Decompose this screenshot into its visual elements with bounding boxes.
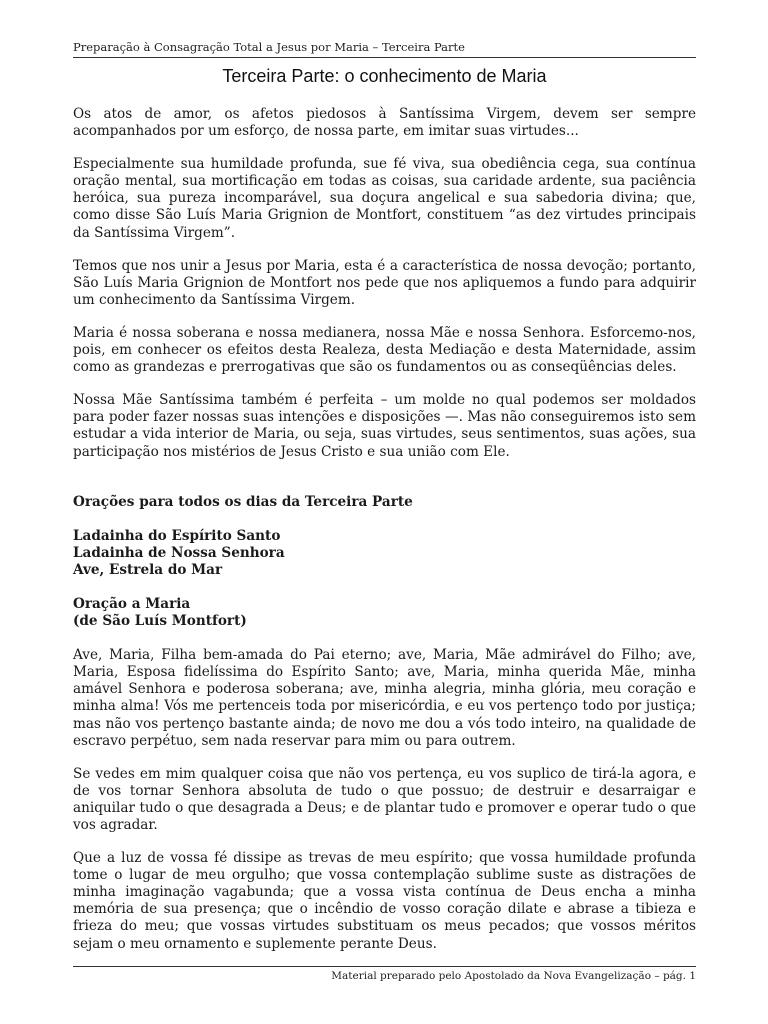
paragraph: Nossa Mãe Santíssima também é perfeita – um molde no qual podemos ser moldados para poder fazer nossas suas intenções e disposições —. Mas não conseguiremos isto sem estudar a vida interior de Maria, ou seja, suas virtudes, seus sentimentos, suas ações, sua participação nos mistérios de Jesus Cristo e sua união com Ele. <box>73 392 696 460</box>
paragraph: Os atos de amor, os afetos piedosos à Santíssima Virgem, devem ser sempre acompanhados por um esforço, de nossa parte, em imitar suas virtudes... <box>73 106 696 140</box>
document-body <box>73 106 696 969</box>
spacer <box>73 579 696 596</box>
prayer-title: Oração a Maria <box>73 595 191 612</box>
litany-item: Ladainha do Espírito Santo <box>73 527 281 544</box>
prayers-heading: Orações para todos os dias da Terceira Parte <box>73 493 413 510</box>
spacer <box>73 630 696 647</box>
page-title: Terceira Parte: o conhecimento de Maria <box>222 66 547 86</box>
paragraph: Maria é nossa soberana e nossa medianera, nossa Mãe e nossa Senhora. Esforcemo-nos, pois, em conhecer os efeitos desta Realeza, desta Mediação e desta Maternidade, assim como as grandezas e prerrogativas que são os fundamentos ou as conseqüências deles. <box>73 324 696 376</box>
spacer <box>73 477 696 494</box>
litany-item: Ave, Estrela do Mar <box>73 561 223 578</box>
page-footer: Material preparado pelo Apostolado da Nova Evangelização – pág. 1 <box>73 966 696 982</box>
paragraph: Temos que nos unir a Jesus por Maria, esta é a característica de nossa devoção; portanto, São Luís Maria Grignion de Montfort nos pede que nos apliquemos a fundo para adquirir um conhecimento da Santíssima Virgem. <box>73 257 696 308</box>
litany-item: Ladainha de Nossa Senhora <box>73 544 285 561</box>
spacer <box>73 511 696 528</box>
running-header: Preparação à Consagração Total a Jesus por Maria – Terceira Parte <box>73 40 696 58</box>
prayer-subtitle: (de São Luís Montfort) <box>73 613 247 630</box>
prayer-paragraph: Se vedes em mim qualquer coisa que não vos pertença, eu vos suplico de tirá-la agora, e de vos tornar Senhora absoluta de tudo o que possuo; de destruir e desarraigar e aniquilar tudo o que desagrada a Deus; e de plantar tudo e promover e operar tudo o que vos agradar. <box>73 765 696 833</box>
prayer-paragraph: Que a luz de vossa fé dissipe as trevas de meu espírito; que vossa humildade profunda tome o lugar de meu orgulho; que vossa contemplação sublime suste as distrações de minha imaginação vagabunda; que a vossa vista contínua de Deus encha a minha memória de sua presença; que o incêndio de vosso coração dilate e abrase a tibieza e frieza do meu; que vossas virtudes substituam os meus pecados; que vossos méritos sejam o meu ornamento e suplemente perante Deus. <box>73 850 696 952</box>
paragraph: Especialmente sua humildade profunda, sue fé viva, sua obediência cega, sua contínua oração mental, sua mortificação em todas as coisas, sua caridade ardente, sua paciência heróica, sua pureza incomparável, sua doçura angelical e sua sabedoria divina; que, como disse São Luís Maria Grignion de Montfort, constituem “as dez virtudes principais da Santíssima Virgem”. <box>73 156 696 241</box>
prayer-paragraph: Ave, Maria, Filha bem-amada do Pai eterno; ave, Maria, Mãe admirável do Filho; ave, Maria, Esposa fidelíssima do Espírito Santo; ave, Maria, minha querida Mãe, minha amável Senhora e poderosa soberana; ave, minha alegria, minha glória, meu coração e minha alma! Vós me pertenceis toda por misericórdia, e eu vos pertenço todo por justiça; mas não vos pertenço bastante ainda; de novo me dou a vós todo inteiro, na qualidade de escravo perpétuo, sem nada reservar para mim ou para outrem. <box>73 647 696 749</box>
